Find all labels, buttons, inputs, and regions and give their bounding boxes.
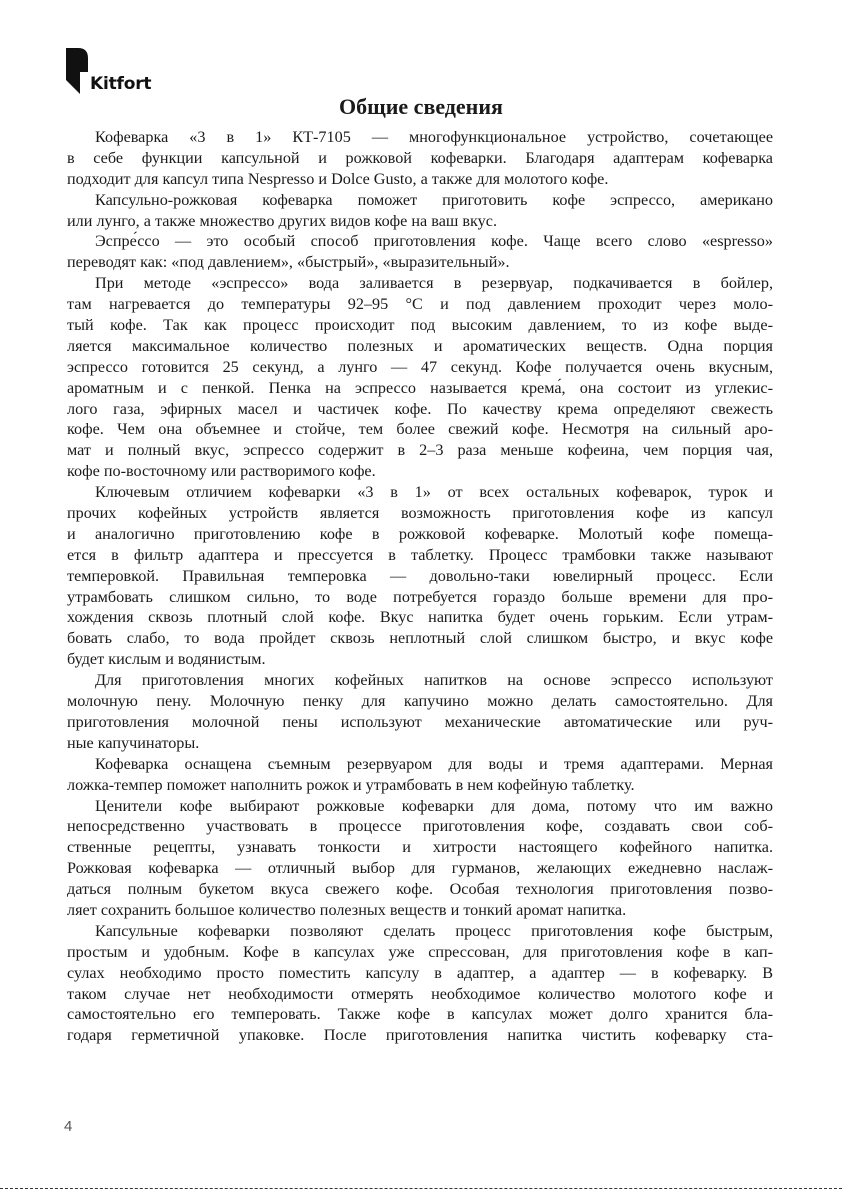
- bottom-divider: [0, 1188, 842, 1189]
- paragraph: [67, 127, 773, 190]
- text-line: тый кофе. Так как процесс происходит под высоким давлением, то из кофе выде-: [67, 316, 773, 335]
- text-line: в себе функции капсульной и рожковой кофеварки. Благодаря адаптерам кофеварка: [67, 148, 773, 167]
- text-line: ляет сохранить большое количество полезных веществ и тонкий аромат напитка.: [67, 900, 627, 919]
- text-line: Кофеварка оснащена съемным резервуаром для воды и тремя адаптерами. Мерная: [95, 754, 773, 773]
- text-line: приготовления молочной пены используют механические автоматические или руч-: [67, 712, 773, 731]
- text-line: или лунго, а также множество других видов кофе на ваш вкус.: [67, 211, 498, 230]
- text-line: самостоятельно его темперовать. Также кофе в капсулах может долго хранится бла-: [67, 1005, 773, 1024]
- text-line: ственные рецепты, узнавать тонкости и хитрости настоящего кофейного напитка.: [67, 838, 773, 857]
- document-body: [67, 127, 773, 1046]
- text-line: прочих кофейных устройств является возможность приготовления кофе из капсул: [67, 504, 773, 523]
- text-line: эспрессо готовится 25 секунд, а лунго — 47 секунд. Кофе получается очень вкусным,: [67, 357, 773, 376]
- text-line: ароматным и с пенкой. Пенка на эспрессо называется крема́, она состоит из углекис-: [67, 378, 773, 397]
- text-line: утрамбовать слишком сильно, то воде потребуется гораздо больше времени для про-: [67, 587, 773, 606]
- text-line: ется в фильтр адаптера и прессуется в таблетку. Процесс трамбовки также называют: [67, 545, 773, 564]
- text-line: и аналогично приготовлению кофе в рожковой кофеварке. Молотый кофе помеща-: [67, 524, 773, 543]
- text-line: ные капучинаторы.: [67, 733, 200, 752]
- text-line: темперовкой. Правильная темперовка — довольно-таки ювелирный процесс. Если: [67, 566, 773, 585]
- text-line: ложка-темпер поможет наполнить рожок и утрамбовать в нем кофейную таблетку.: [67, 775, 635, 794]
- text-line: Ценители кофе выбирают рожковые кофеварки для дома, потому что им важно: [95, 796, 773, 815]
- text-line: При методе «эспрессо» вода заливается в резервуар, подкачивается в бойлер,: [95, 274, 773, 293]
- paragraph: [67, 921, 773, 1046]
- text-line: кофе. Чем она объемнее и стойче, тем более свежий кофе. Несмотря на сильный аро-: [67, 420, 773, 439]
- text-line: бовать слабо, то вода пройдет сквозь неплотный слой слишком быстро, и вкус кофе: [67, 629, 773, 648]
- text-line: будет кислым и водянистым.: [67, 650, 266, 669]
- text-line: подходит для капсул типа Nespresso и Dolce Gusto, а также для молотого кофе.: [67, 169, 609, 188]
- text-line: Ключевым отличием кофеварки «3 в 1» от всех остальных кофеварок, турок и: [95, 483, 773, 502]
- page-number: 4: [64, 1118, 73, 1135]
- text-line: мат и полный вкус, эспрессо содержит в 2–3 раза меньше кофеина, чем порция чая,: [67, 441, 773, 460]
- text-line: там нагревается до температуры 92–95 °C и под давлением проходит через моло-: [67, 295, 773, 314]
- paragraph: [67, 190, 773, 232]
- kitfort-logo-icon: [66, 48, 88, 94]
- text-line: Кофеварка «3 в 1» КТ-7105 — многофункциональное устройство, сочетающее: [95, 128, 773, 146]
- page-title: Общие сведения: [339, 94, 503, 119]
- text-line: хождения сквозь плотный слой кофе. Вкус напитка будет очень горьким. Если утрам-: [67, 608, 773, 627]
- paragraph: [67, 670, 773, 754]
- text-line: таком случае нет необходимости отмерять необходимое количество молотого кофе и: [67, 984, 773, 1003]
- text-line: простым и удобным. Кофе в капсулах уже спрессован, для приготовления кофе в кап-: [67, 942, 773, 961]
- text-line: молочную пену. Молочную пенку для капучино можно делать самостоятельно. Для: [67, 692, 773, 711]
- paragraph: [67, 482, 773, 670]
- text-line: Капсульные кофеварки позволяют сделать процесс приготовления кофе быстрым,: [95, 921, 773, 940]
- text-line: годаря герметичной упаковке. После приготовления напитка чистить кофеварку ста-: [67, 1026, 773, 1045]
- brand-logo: [66, 48, 176, 98]
- text-line: переводят как: «под давлением», «быстрый», «выразительный».: [67, 253, 510, 272]
- paragraph: [67, 754, 773, 796]
- text-line: сулах необходимо просто поместить капсулу в адаптер, а адаптер — в кофеварку. В: [67, 963, 773, 982]
- text-line: лого газа, эфирных масел и частичек кофе. По качеству крема определяют свежесть: [67, 399, 773, 418]
- text-line: Рожковая кофеварка — отличный выбор для гурманов, желающих ежедневно наслаж-: [67, 859, 773, 878]
- brand-name: Kitfort: [90, 74, 152, 94]
- text-line: Для приготовления многих кофейных напитков на основе эспрессо используют: [95, 671, 773, 690]
- text-line: непосредственно участвовать в процессе приготовления кофе, создавать свои соб-: [67, 817, 773, 836]
- paragraph: [67, 796, 773, 921]
- paragraph: [67, 231, 773, 273]
- paragraph: [67, 273, 773, 482]
- text-line: Капсульно-рожковая кофеварка поможет приготовить кофе эспрессо, американо: [95, 190, 773, 209]
- text-line: ляется максимальное количество полезных и ароматических веществ. Одна порция: [67, 336, 773, 355]
- text-line: даться полным букетом вкуса свежего кофе. Особая технология приготовления позво-: [67, 880, 773, 899]
- text-line: кофе по-восточному или растворимого кофе.: [67, 462, 376, 481]
- text-line: Эспре́ссо — это особый способ приготовления кофе. Чаще всего слово «espresso»: [95, 232, 773, 251]
